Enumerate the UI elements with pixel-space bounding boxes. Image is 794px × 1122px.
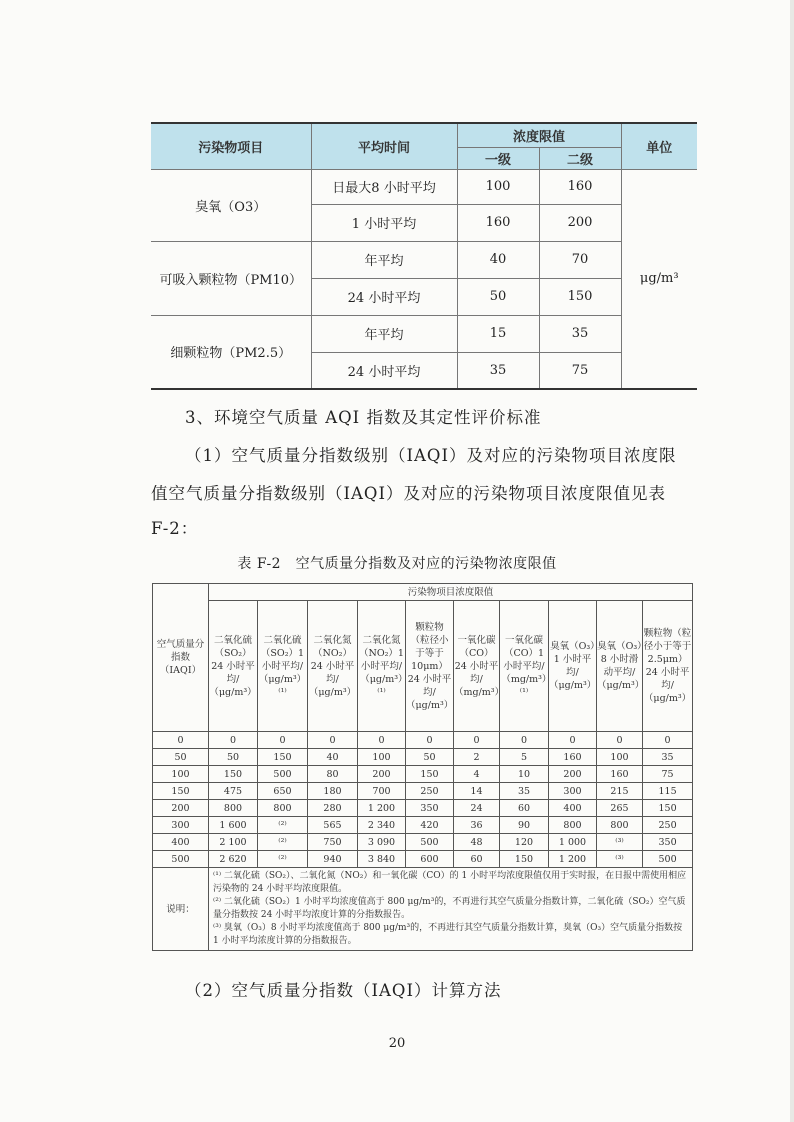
header-grade1: 一级 bbox=[457, 147, 539, 169]
limit-value: 0 bbox=[406, 732, 454, 749]
column-header: 颗粒物（粒径小于等于 2.5μm）24 小时平均/（μg/m³） bbox=[643, 601, 693, 732]
limit-value: 215 bbox=[597, 783, 643, 800]
column-header: 二氧化硫（SO₂）1 小时平均/（μg/m³）⁽¹⁾ bbox=[258, 601, 308, 732]
grade2-cell: 160 bbox=[539, 169, 621, 204]
unit-cell: μg/m³ bbox=[621, 169, 697, 389]
limit-value: 150 bbox=[500, 851, 549, 868]
avg-time-cell: 24 小时平均 bbox=[311, 278, 457, 315]
grade1-cell: 160 bbox=[457, 204, 539, 241]
grade1-cell: 15 bbox=[457, 315, 539, 352]
column-header: 臭氧（O₃）1 小时平均/（μg/m³） bbox=[549, 601, 597, 732]
avg-time-cell: 日最大8 小时平均 bbox=[311, 169, 457, 204]
note-3: ⁽³⁾ 臭氧（O₃）8 小时平均浓度值高于 800 μg/m³的，不再进行其空气质量分指数计算，臭氧（O₃）空气质量分指数按 1 小时平均浓度计算的分指数报告。 bbox=[213, 923, 683, 946]
iaqi-value: 50 bbox=[153, 749, 209, 766]
limit-value: 700 bbox=[358, 783, 406, 800]
iaqi-value: 100 bbox=[153, 766, 209, 783]
limit-value: ⁽³⁾ bbox=[597, 834, 643, 851]
table-row bbox=[153, 851, 693, 868]
limit-value: 150 bbox=[258, 749, 308, 766]
limit-value: 50 bbox=[209, 749, 258, 766]
limit-value: 650 bbox=[258, 783, 308, 800]
grade1-cell: 50 bbox=[457, 278, 539, 315]
limit-value: 350 bbox=[643, 834, 693, 851]
note-2: ⁽²⁾ 二氧化硫（SO₂）1 小时平均浓度值高于 800 μg/m³的，不再进行其空气质量分指数计算，二氧化硫（SO₂）空气质量分指数按 24 小时平均浓度计算的分指数报告。 bbox=[213, 897, 686, 920]
limit-value: 2 340 bbox=[358, 817, 406, 834]
iaqi-value: 150 bbox=[153, 783, 209, 800]
limit-value: 36 bbox=[454, 817, 500, 834]
limit-value: 250 bbox=[643, 817, 693, 834]
avg-time-cell: 年平均 bbox=[311, 315, 457, 352]
iaqi-value: 200 bbox=[153, 800, 209, 817]
table-row bbox=[153, 766, 693, 783]
table-row bbox=[153, 732, 693, 749]
limit-value: 300 bbox=[549, 783, 597, 800]
limit-value: 115 bbox=[643, 783, 693, 800]
limit-value: 90 bbox=[500, 817, 549, 834]
avg-time-cell: 年平均 bbox=[311, 241, 457, 278]
limit-value: 750 bbox=[308, 834, 358, 851]
limit-value: 150 bbox=[643, 800, 693, 817]
limit-value: 0 bbox=[308, 732, 358, 749]
limit-value: 600 bbox=[406, 851, 454, 868]
header-grade2: 二级 bbox=[539, 147, 621, 169]
limit-value: 24 bbox=[454, 800, 500, 817]
limit-value: 60 bbox=[454, 851, 500, 868]
column-header: 二氧化氮（NO₂）1 小时平均/（μg/m³）⁽¹⁾ bbox=[358, 601, 406, 732]
limit-value: 0 bbox=[500, 732, 549, 749]
grade2-cell: 70 bbox=[539, 241, 621, 278]
limit-value: 0 bbox=[549, 732, 597, 749]
limit-value: 1 000 bbox=[549, 834, 597, 851]
notes-cell bbox=[209, 868, 693, 951]
limit-value: 0 bbox=[597, 732, 643, 749]
iaqi-table bbox=[152, 583, 693, 951]
paragraph-line-1: （1）空气质量分指数级别（IAQI）及对应的污染物项目浓度限 bbox=[185, 446, 677, 465]
limit-value: 500 bbox=[406, 834, 454, 851]
pollutant-limit-table bbox=[151, 122, 697, 390]
limit-value: 100 bbox=[358, 749, 406, 766]
limit-value: 0 bbox=[454, 732, 500, 749]
limit-value: 3 840 bbox=[358, 851, 406, 868]
page-number: 20 bbox=[388, 1036, 406, 1051]
limit-value: 40 bbox=[308, 749, 358, 766]
limit-value: 4 bbox=[454, 766, 500, 783]
limit-value: 160 bbox=[597, 766, 643, 783]
limit-value: 1 200 bbox=[358, 800, 406, 817]
limit-value: 800 bbox=[549, 817, 597, 834]
table-row bbox=[153, 749, 693, 766]
limit-value: 1 600 bbox=[209, 817, 258, 834]
grade2-cell: 35 bbox=[539, 315, 621, 352]
table-row bbox=[153, 800, 693, 817]
limit-value: 250 bbox=[406, 783, 454, 800]
limit-value: 500 bbox=[643, 851, 693, 868]
column-header: 二氧化硫（SO₂）24 小时平均/（μg/m³） bbox=[209, 601, 258, 732]
pollutant-pm25: 细颗粒物（PM2.5） bbox=[151, 315, 311, 389]
column-header: 一氧化碳（CO）1 小时平均/（mg/m³）⁽¹⁾ bbox=[500, 601, 549, 732]
iaqi-value: 500 bbox=[153, 851, 209, 868]
grade1-cell: 100 bbox=[457, 169, 539, 204]
note-1: ⁽¹⁾ 二氧化硫（SO₂）、二氧化氮（NO₂）和一氧化碳（CO）的 1 小时平均浓度限值仅用于实时报，在日报中需使用相应污染物的 24 小时平均浓度限值。 bbox=[213, 871, 687, 894]
column-header: 臭氧（O₃）8 小时滑动平均/（μg/m³） bbox=[597, 601, 643, 732]
limit-value: 0 bbox=[643, 732, 693, 749]
grade2-cell: 150 bbox=[539, 278, 621, 315]
pollutant-o3: 臭氧（O3） bbox=[151, 169, 311, 241]
header-pollutant: 污染物项目 bbox=[151, 123, 311, 169]
header-limit: 浓度限值 bbox=[457, 123, 621, 147]
limit-value: 200 bbox=[549, 766, 597, 783]
section-heading: 3、环境空气质量 AQI 指数及其定性评价标准 bbox=[185, 408, 542, 427]
paragraph-line-2: 值空气质量分指数级别（IAQI）及对应的污染物项目浓度限值见表 bbox=[151, 484, 666, 503]
iaqi-header: 空气质量分指数（IAQI） bbox=[153, 584, 209, 732]
grade1-cell: 40 bbox=[457, 241, 539, 278]
limit-value: 200 bbox=[358, 766, 406, 783]
limit-value: ⁽³⁾ bbox=[597, 851, 643, 868]
limit-value: ⁽²⁾ bbox=[258, 851, 308, 868]
limit-value: 35 bbox=[643, 749, 693, 766]
limit-value: ⁽²⁾ bbox=[258, 834, 308, 851]
pollutant-pm10: 可吸入颗粒物（PM10） bbox=[151, 241, 311, 315]
header-avg-time: 平均时间 bbox=[311, 123, 457, 169]
grade2-cell: 200 bbox=[539, 204, 621, 241]
limit-value: 2 620 bbox=[209, 851, 258, 868]
limit-value: 1 200 bbox=[549, 851, 597, 868]
limit-value: 280 bbox=[308, 800, 358, 817]
limit-value: 2 bbox=[454, 749, 500, 766]
limit-value: 420 bbox=[406, 817, 454, 834]
limit-value: 0 bbox=[209, 732, 258, 749]
limit-value: 475 bbox=[209, 783, 258, 800]
grade1-cell: 35 bbox=[457, 352, 539, 389]
paragraph-line-3: F-2： bbox=[151, 519, 199, 538]
limit-value: 800 bbox=[597, 817, 643, 834]
limit-value: 500 bbox=[258, 766, 308, 783]
avg-time-cell: 1 小时平均 bbox=[311, 204, 457, 241]
group-header: 污染物项目浓度限值 bbox=[209, 584, 693, 601]
limit-value: 60 bbox=[500, 800, 549, 817]
limit-value: 35 bbox=[500, 783, 549, 800]
limit-value: 265 bbox=[597, 800, 643, 817]
limit-value: 2 100 bbox=[209, 834, 258, 851]
limit-value: 50 bbox=[406, 749, 454, 766]
table-row bbox=[153, 783, 693, 800]
table-row bbox=[153, 817, 693, 834]
limit-value: 80 bbox=[308, 766, 358, 783]
limit-value: 180 bbox=[308, 783, 358, 800]
iaqi-value: 400 bbox=[153, 834, 209, 851]
table2-caption: 表 F-2 空气质量分指数及对应的污染物浓度限值 bbox=[237, 556, 557, 572]
limit-value: 940 bbox=[308, 851, 358, 868]
column-header: 二氧化氮（NO₂）24 小时平均/（μg/m³） bbox=[308, 601, 358, 732]
column-header: 一氧化碳（CO）24 小时平均/（mg/m³） bbox=[454, 601, 500, 732]
avg-time-cell: 24 小时平均 bbox=[311, 352, 457, 389]
iaqi-value: 300 bbox=[153, 817, 209, 834]
note-label: 说明： bbox=[153, 868, 209, 951]
limit-value: 800 bbox=[209, 800, 258, 817]
limit-value: 100 bbox=[597, 749, 643, 766]
table-row bbox=[153, 834, 693, 851]
limit-value: 400 bbox=[549, 800, 597, 817]
iaqi-value: 0 bbox=[153, 732, 209, 749]
limit-value: 5 bbox=[500, 749, 549, 766]
limit-value: 800 bbox=[258, 800, 308, 817]
limit-value: 150 bbox=[209, 766, 258, 783]
limit-value: ⁽²⁾ bbox=[258, 817, 308, 834]
limit-value: 75 bbox=[643, 766, 693, 783]
grade2-cell: 75 bbox=[539, 352, 621, 389]
limit-value: 120 bbox=[500, 834, 549, 851]
limit-value: 14 bbox=[454, 783, 500, 800]
limit-value: 0 bbox=[258, 732, 308, 749]
subheading-2: （2）空气质量分指数（IAQI）计算方法 bbox=[185, 981, 502, 1000]
limit-value: 10 bbox=[500, 766, 549, 783]
column-header: 颗粒物（粒径小于等于 10μm）24 小时平均/（μg/m³） bbox=[406, 601, 454, 732]
limit-value: 350 bbox=[406, 800, 454, 817]
header-unit: 单位 bbox=[621, 123, 697, 169]
limit-value: 0 bbox=[358, 732, 406, 749]
limit-value: 150 bbox=[406, 766, 454, 783]
limit-value: 565 bbox=[308, 817, 358, 834]
limit-value: 160 bbox=[549, 749, 597, 766]
limit-value: 3 090 bbox=[358, 834, 406, 851]
limit-value: 48 bbox=[454, 834, 500, 851]
